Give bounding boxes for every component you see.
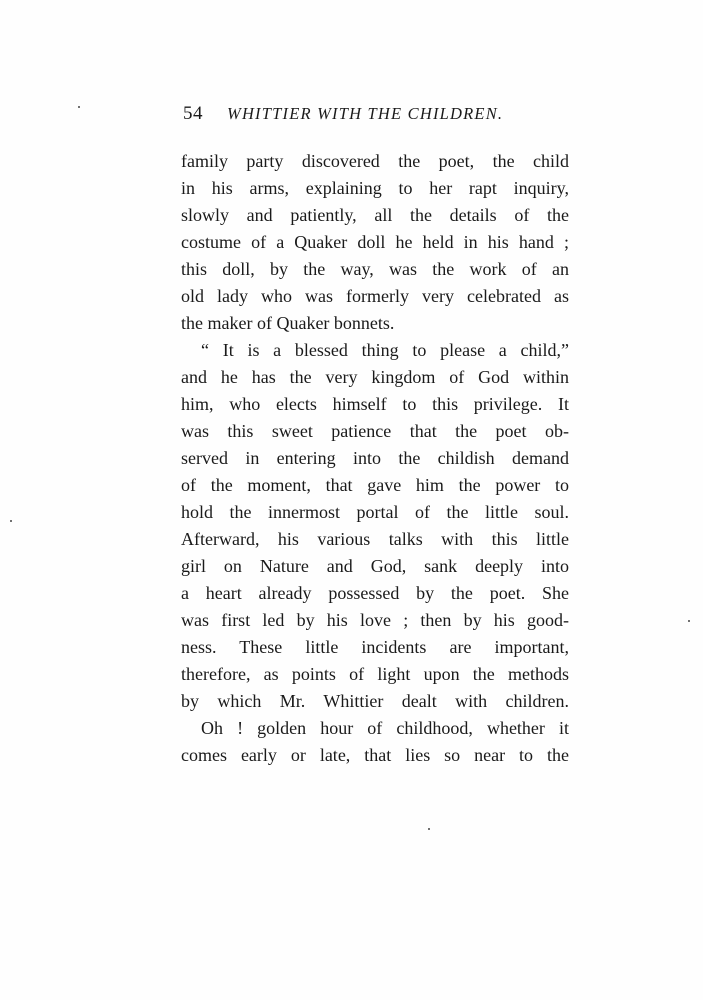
text-line: in his arms, explaining to her rapt inquiry, <box>181 178 569 198</box>
running-head: WHITTIER WITH THE CHILDREN. <box>227 104 504 123</box>
paper-speck <box>78 106 80 108</box>
text-line: costume of a Quaker doll he held in his hand ; <box>181 232 569 252</box>
page-number: 54 <box>183 103 203 124</box>
text-line: ness. These little incidents are important, <box>181 637 569 657</box>
text-line: slowly and patiently, all the details of the <box>181 205 569 225</box>
text-line: comes early or late, that lies so near to the <box>181 745 569 765</box>
text-line: him, who elects himself to this privilege. It <box>181 394 569 414</box>
paper-speck <box>428 828 430 830</box>
text-line: therefore, as points of light upon the methods <box>181 664 569 684</box>
text-line: girl on Nature and God, sank deeply into <box>181 556 569 576</box>
paper-speck <box>10 520 12 522</box>
paper-speck <box>688 620 690 622</box>
text-line: old lady who was formerly very celebrated as <box>181 286 569 306</box>
text-line: hold the innermost portal of the little soul. <box>181 502 569 522</box>
text-line: by which Mr. Whittier dealt with children. <box>181 691 569 711</box>
text-line: family party discovered the poet, the child <box>181 151 569 171</box>
text-line: “ It is a blessed thing to please a child,” <box>201 340 569 360</box>
text-line: was first led by his love ; then by his good- <box>181 610 569 630</box>
text-line: the maker of Quaker bonnets. <box>181 313 395 333</box>
page-header <box>183 103 555 131</box>
text-line: Afterward, his various talks with this little <box>181 529 569 549</box>
text-line: served in entering into the childish demand <box>181 448 569 468</box>
text-line: of the moment, that gave him the power to <box>181 475 569 495</box>
body-text <box>181 148 569 769</box>
text-line: this doll, by the way, was the work of an <box>181 259 569 279</box>
text-line: was this sweet patience that the poet ob- <box>181 421 569 441</box>
text-line: Oh ! golden hour of childhood, whether it <box>201 718 569 738</box>
text-line: a heart already possessed by the poet. She <box>181 583 569 603</box>
text-line: and he has the very kingdom of God within <box>181 367 569 387</box>
